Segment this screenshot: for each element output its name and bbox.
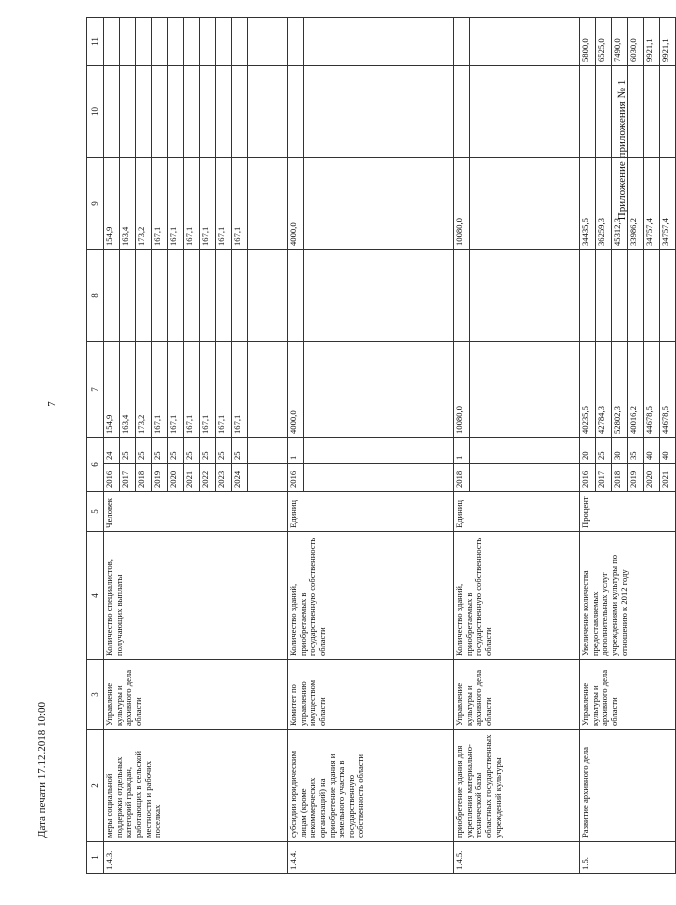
local-budget bbox=[120, 66, 136, 158]
empty-cell bbox=[304, 18, 454, 66]
responsible-executor: Управление культуры и архивного дела области bbox=[580, 660, 676, 730]
indicator-value: 20 bbox=[580, 438, 596, 464]
year-cell: 2019 bbox=[628, 464, 644, 492]
empty-cell bbox=[470, 464, 580, 492]
column-number: 5 bbox=[87, 492, 104, 532]
column-number-row bbox=[87, 18, 104, 874]
measure-name: меры социальной поддержки отдельных категорий граждан, работающих в сельской местности и рабочих поселках bbox=[104, 730, 288, 842]
total-funding: 163,4 bbox=[120, 342, 136, 438]
regional-budget: 167,1 bbox=[200, 158, 216, 250]
year-cell: 2022 bbox=[200, 464, 216, 492]
year-cell: 2023 bbox=[216, 464, 232, 492]
column-number: 6 bbox=[87, 438, 104, 492]
federal-budget bbox=[136, 250, 152, 342]
local-budget bbox=[660, 66, 676, 158]
empty-cell bbox=[304, 438, 454, 464]
total-funding: 167,1 bbox=[184, 342, 200, 438]
indicator-name: Количество специалистов, получающих выплаты bbox=[104, 532, 288, 660]
federal-budget bbox=[184, 250, 200, 342]
page-number: 7 bbox=[46, 401, 58, 407]
indicator-value: 25 bbox=[120, 438, 136, 464]
year-cell: 2021 bbox=[660, 464, 676, 492]
local-budget bbox=[152, 66, 168, 158]
local-budget bbox=[168, 66, 184, 158]
other-sources bbox=[120, 18, 136, 66]
table-row bbox=[104, 18, 120, 874]
regional-budget: 34757,4 bbox=[660, 158, 676, 250]
other-sources bbox=[288, 18, 304, 66]
program-table bbox=[86, 17, 676, 874]
other-sources bbox=[104, 18, 120, 66]
table-row bbox=[580, 18, 596, 874]
federal-budget bbox=[168, 250, 184, 342]
unit-of-measure: Единиц bbox=[454, 492, 580, 532]
indicator-name: Количество зданий, приобретаемых в государственную собственность области bbox=[288, 532, 454, 660]
column-number: 11 bbox=[87, 18, 104, 66]
year-cell: 2024 bbox=[232, 464, 248, 492]
other-sources: 5800,0 bbox=[580, 18, 596, 66]
regional-budget: 167,1 bbox=[184, 158, 200, 250]
local-budget bbox=[628, 66, 644, 158]
indicator-value: 25 bbox=[136, 438, 152, 464]
regional-budget: 167,1 bbox=[152, 158, 168, 250]
total-funding: 44678,5 bbox=[660, 342, 676, 438]
other-sources bbox=[152, 18, 168, 66]
column-number: 8 bbox=[87, 250, 104, 342]
empty-cell bbox=[248, 342, 288, 438]
table-body bbox=[104, 18, 676, 874]
year-cell: 2016 bbox=[104, 464, 120, 492]
indicator-value: 25 bbox=[152, 438, 168, 464]
indicator-name: Увеличение количества предоставляемых дополнительных услуг учреждениями культуры по отношению к 2012 году bbox=[580, 532, 676, 660]
total-funding: 40016,2 bbox=[628, 342, 644, 438]
empty-cell bbox=[248, 464, 288, 492]
local-budget bbox=[136, 66, 152, 158]
empty-cell bbox=[248, 438, 288, 464]
empty-cell bbox=[470, 438, 580, 464]
other-sources: 6030,0 bbox=[628, 18, 644, 66]
measure-name: приобретение здания для укрепления материально-технической базы областных государственных учреждений культуры bbox=[454, 730, 580, 842]
empty-cell bbox=[470, 158, 580, 250]
table-row bbox=[454, 18, 470, 874]
empty-cell bbox=[248, 66, 288, 158]
year-cell: 2017 bbox=[596, 464, 612, 492]
federal-budget bbox=[288, 250, 304, 342]
year-cell: 2016 bbox=[288, 464, 304, 492]
regional-budget: 167,1 bbox=[168, 158, 184, 250]
regional-budget: 154,9 bbox=[104, 158, 120, 250]
empty-cell bbox=[248, 250, 288, 342]
local-budget bbox=[644, 66, 660, 158]
indicator-value: 30 bbox=[612, 438, 628, 464]
regional-budget: 163,4 bbox=[120, 158, 136, 250]
total-funding: 167,1 bbox=[232, 342, 248, 438]
measure-code: 1.4.4. bbox=[288, 842, 454, 874]
federal-budget bbox=[660, 250, 676, 342]
responsible-executor: Управление культуры и архивного дела области bbox=[454, 660, 580, 730]
local-budget bbox=[232, 66, 248, 158]
year-cell: 2017 bbox=[120, 464, 136, 492]
column-number: 10 bbox=[87, 66, 104, 158]
year-cell: 2018 bbox=[612, 464, 628, 492]
regional-budget: 167,1 bbox=[216, 158, 232, 250]
other-sources: 7490,0 bbox=[612, 18, 628, 66]
total-funding: 44678,5 bbox=[644, 342, 660, 438]
other-sources: 9921,1 bbox=[644, 18, 660, 66]
indicator-value: 25 bbox=[200, 438, 216, 464]
total-funding: 167,1 bbox=[152, 342, 168, 438]
empty-cell bbox=[470, 342, 580, 438]
empty-cell bbox=[470, 250, 580, 342]
local-budget bbox=[184, 66, 200, 158]
unit-of-measure: Процент bbox=[580, 492, 676, 532]
federal-budget bbox=[628, 250, 644, 342]
empty-cell bbox=[304, 342, 454, 438]
other-sources bbox=[232, 18, 248, 66]
year-cell: 2018 bbox=[136, 464, 152, 492]
federal-budget bbox=[580, 250, 596, 342]
federal-budget bbox=[120, 250, 136, 342]
total-funding: 10080,0 bbox=[454, 342, 470, 438]
responsible-executor: Управление культуры и архивного дела области bbox=[104, 660, 288, 730]
indicator-value: 40 bbox=[660, 438, 676, 464]
federal-budget bbox=[200, 250, 216, 342]
empty-cell bbox=[304, 158, 454, 250]
column-number: 1 bbox=[87, 842, 104, 874]
indicator-value: 40 bbox=[644, 438, 660, 464]
year-cell: 2020 bbox=[168, 464, 184, 492]
total-funding: 154,9 bbox=[104, 342, 120, 438]
federal-budget bbox=[644, 250, 660, 342]
federal-budget bbox=[596, 250, 612, 342]
print-date: Дата печати 17.12.2018 10:00 bbox=[36, 701, 48, 839]
regional-budget: 36259,3 bbox=[596, 158, 612, 250]
indicator-value: 25 bbox=[232, 438, 248, 464]
total-funding: 167,1 bbox=[216, 342, 232, 438]
federal-budget bbox=[104, 250, 120, 342]
indicator-value: 25 bbox=[184, 438, 200, 464]
local-budget bbox=[580, 66, 596, 158]
local-budget bbox=[216, 66, 232, 158]
unit-of-measure: Человек bbox=[104, 492, 288, 532]
other-sources bbox=[184, 18, 200, 66]
other-sources bbox=[200, 18, 216, 66]
other-sources bbox=[168, 18, 184, 66]
annex-title: Приложение приложения № 1 bbox=[616, 79, 628, 221]
total-funding: 173,2 bbox=[136, 342, 152, 438]
regional-budget: 34435,5 bbox=[580, 158, 596, 250]
local-budget bbox=[200, 66, 216, 158]
column-number: 3 bbox=[87, 660, 104, 730]
regional-budget: 173,2 bbox=[136, 158, 152, 250]
measure-code: 1.4.3. bbox=[104, 842, 288, 874]
column-number: 7 bbox=[87, 342, 104, 438]
other-sources bbox=[216, 18, 232, 66]
local-budget bbox=[612, 66, 628, 158]
year-cell: 2020 bbox=[644, 464, 660, 492]
indicator-name: Количество зданий, приобретаемых в государственную собственность области bbox=[454, 532, 580, 660]
year-cell: 2021 bbox=[184, 464, 200, 492]
empty-cell bbox=[304, 66, 454, 158]
other-sources bbox=[454, 18, 470, 66]
measure-code: 1.4.5. bbox=[454, 842, 580, 874]
measure-name: субсидии юридическим лицам (кроме некоммерческих организаций) на приобретение здания и земельного участка в государственную собственность области bbox=[288, 730, 454, 842]
other-sources bbox=[136, 18, 152, 66]
total-funding: 42784,3 bbox=[596, 342, 612, 438]
federal-budget bbox=[232, 250, 248, 342]
regional-budget: 34757,4 bbox=[644, 158, 660, 250]
responsible-executor: Комитет по управлению имуществом области bbox=[288, 660, 454, 730]
indicator-value: 1 bbox=[454, 438, 470, 464]
federal-budget bbox=[216, 250, 232, 342]
year-cell: 2018 bbox=[454, 464, 470, 492]
empty-cell bbox=[470, 18, 580, 66]
regional-budget: 4000,0 bbox=[288, 158, 304, 250]
column-number: 2 bbox=[87, 730, 104, 842]
unit-of-measure: Единиц bbox=[288, 492, 454, 532]
federal-budget bbox=[612, 250, 628, 342]
total-funding: 167,1 bbox=[168, 342, 184, 438]
measure-code: 1.5. bbox=[580, 842, 676, 874]
indicator-value: 1 bbox=[288, 438, 304, 464]
indicator-value: 24 bbox=[104, 438, 120, 464]
empty-cell bbox=[248, 18, 288, 66]
total-funding: 167,1 bbox=[200, 342, 216, 438]
local-budget bbox=[104, 66, 120, 158]
regional-budget: 10080,0 bbox=[454, 158, 470, 250]
total-funding: 40235,5 bbox=[580, 342, 596, 438]
column-number: 9 bbox=[87, 158, 104, 250]
empty-cell bbox=[470, 66, 580, 158]
other-sources: 6525,0 bbox=[596, 18, 612, 66]
other-sources: 9921,1 bbox=[660, 18, 676, 66]
indicator-value: 35 bbox=[628, 438, 644, 464]
year-cell: 2019 bbox=[152, 464, 168, 492]
indicator-value: 25 bbox=[216, 438, 232, 464]
local-budget bbox=[596, 66, 612, 158]
regional-budget: 33986,2 bbox=[628, 158, 644, 250]
regional-budget: 167,1 bbox=[232, 158, 248, 250]
federal-budget bbox=[454, 250, 470, 342]
indicator-value: 25 bbox=[596, 438, 612, 464]
total-funding: 4000,0 bbox=[288, 342, 304, 438]
column-number: 4 bbox=[87, 532, 104, 660]
federal-budget bbox=[152, 250, 168, 342]
empty-cell bbox=[304, 250, 454, 342]
local-budget bbox=[288, 66, 304, 158]
measure-name: Развитие архивного дела bbox=[580, 730, 676, 842]
local-budget bbox=[454, 66, 470, 158]
year-cell: 2016 bbox=[580, 464, 596, 492]
regional-budget: 45312,3 bbox=[612, 158, 628, 250]
indicator-value: 25 bbox=[168, 438, 184, 464]
empty-cell bbox=[304, 464, 454, 492]
table-row bbox=[288, 18, 304, 874]
empty-cell bbox=[248, 158, 288, 250]
total-funding: 52802,3 bbox=[612, 342, 628, 438]
